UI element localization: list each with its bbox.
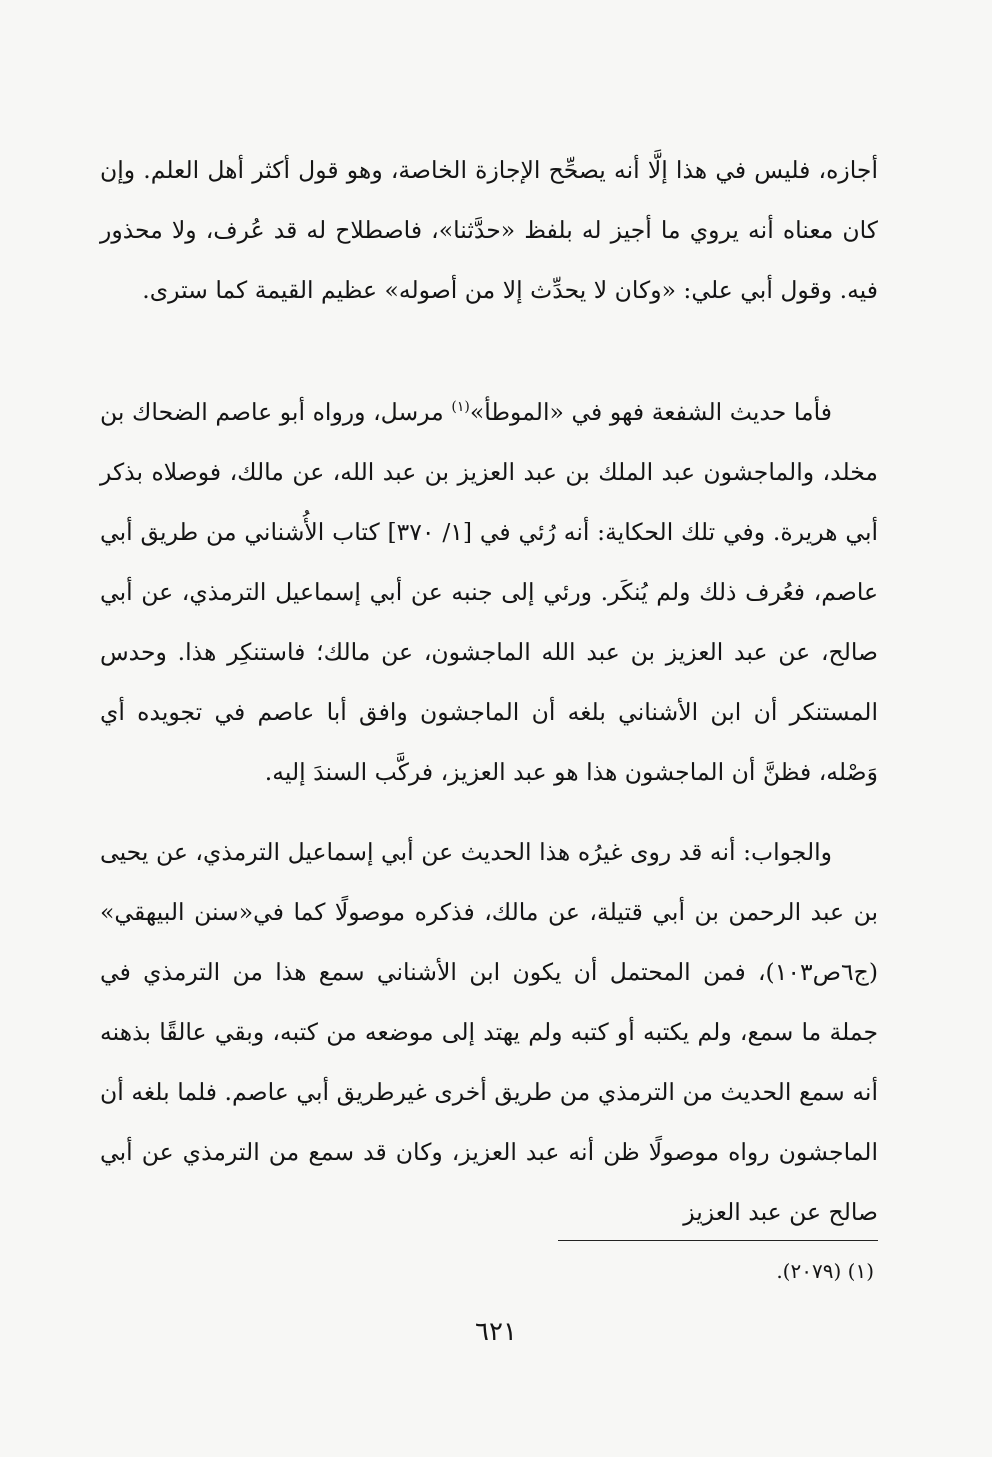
paragraph-2-start: فأما حديث الشفعة فهو في «الموطأ» xyxy=(469,398,833,426)
paragraph-3 xyxy=(100,822,878,1242)
paragraph-2-rest: مرسل، ورواه أبو عاصم الضحاك بن مخلد، والماجشون عبد الملك بن عبد العزيز بن عبد الله، عن مالك، فوصلاه بذكر أبي هريرة. وفي تلك الحكاية: أنه رُئي في [١/ ٣٧٠] كتاب الأُشناني من طريق أبي عاصم، فعُرف ذلك ولم يُنكَر. ورئي إلى جنبه عن أبي إسماعيل الترمذي، عن أبي صالح، عن عبد العزيز بن عبد الله الماجشون، عن مالك؛ فاستنكِر هذا. وحدس المستنكر أن ابن الأشناني بلغه أن الماجشون وافق أبا عاصم في تجويده أي وَصْله، فظنَّ أن الماجشون هذا هو عبد العزيز، فركَّب السندَ إليه. xyxy=(100,398,879,786)
paragraph-2 xyxy=(100,382,878,802)
footnote: (١) (٢٠٧٩). xyxy=(776,1259,874,1283)
footnote-separator xyxy=(558,1240,878,1241)
footnote-marker: (١) xyxy=(451,399,470,416)
paragraph-3-text: والجواب: أنه قد روى غيرُه هذا الحديث عن أبي إسماعيل الترمذي، عن يحيى بن عبد الرحمن بن أبي قتيلة، عن مالك، فذكره موصولًا كما في«سنن البيهقي» (ج٦ص١٠٣)، فمن المحتمل أن يكون ابن الأشناني سمع هذا من الترمذي في جملة ما سمع، ولم يكتبه أو كتبه ولم يهتد إلى موضعه من كتبه، وبقي عالقًا بذهنه أنه سمع الحديث من الترمذي من طريق أخرى غيرطريق أبي عاصم. فلما بلغه أن الماجشون رواه موصولًا ظن أنه عبد العزيز، وكان قد سمع من الترمذي عن أبي صالح عن عبد العزيز xyxy=(100,838,878,1226)
paragraph-1-text: أجازه، فليس في هذا إلَّا أنه يصحِّح الإجازة الخاصة، وهو قول أكثر أهل العلم. وإن كان معناه أنه يروي ما أجيز له بلفظ «حدَّثنا»، فاصطلاح له قد عُرف، ولا محذور فيه. وقول أبي علي: «وكان لا يحدِّث إلا من أصوله» عظيم القيمة كما سترى. xyxy=(100,156,878,304)
paragraph-2-text xyxy=(100,382,878,802)
paragraph-1 xyxy=(100,140,878,320)
page-number: ٦٢١ xyxy=(475,1317,517,1347)
